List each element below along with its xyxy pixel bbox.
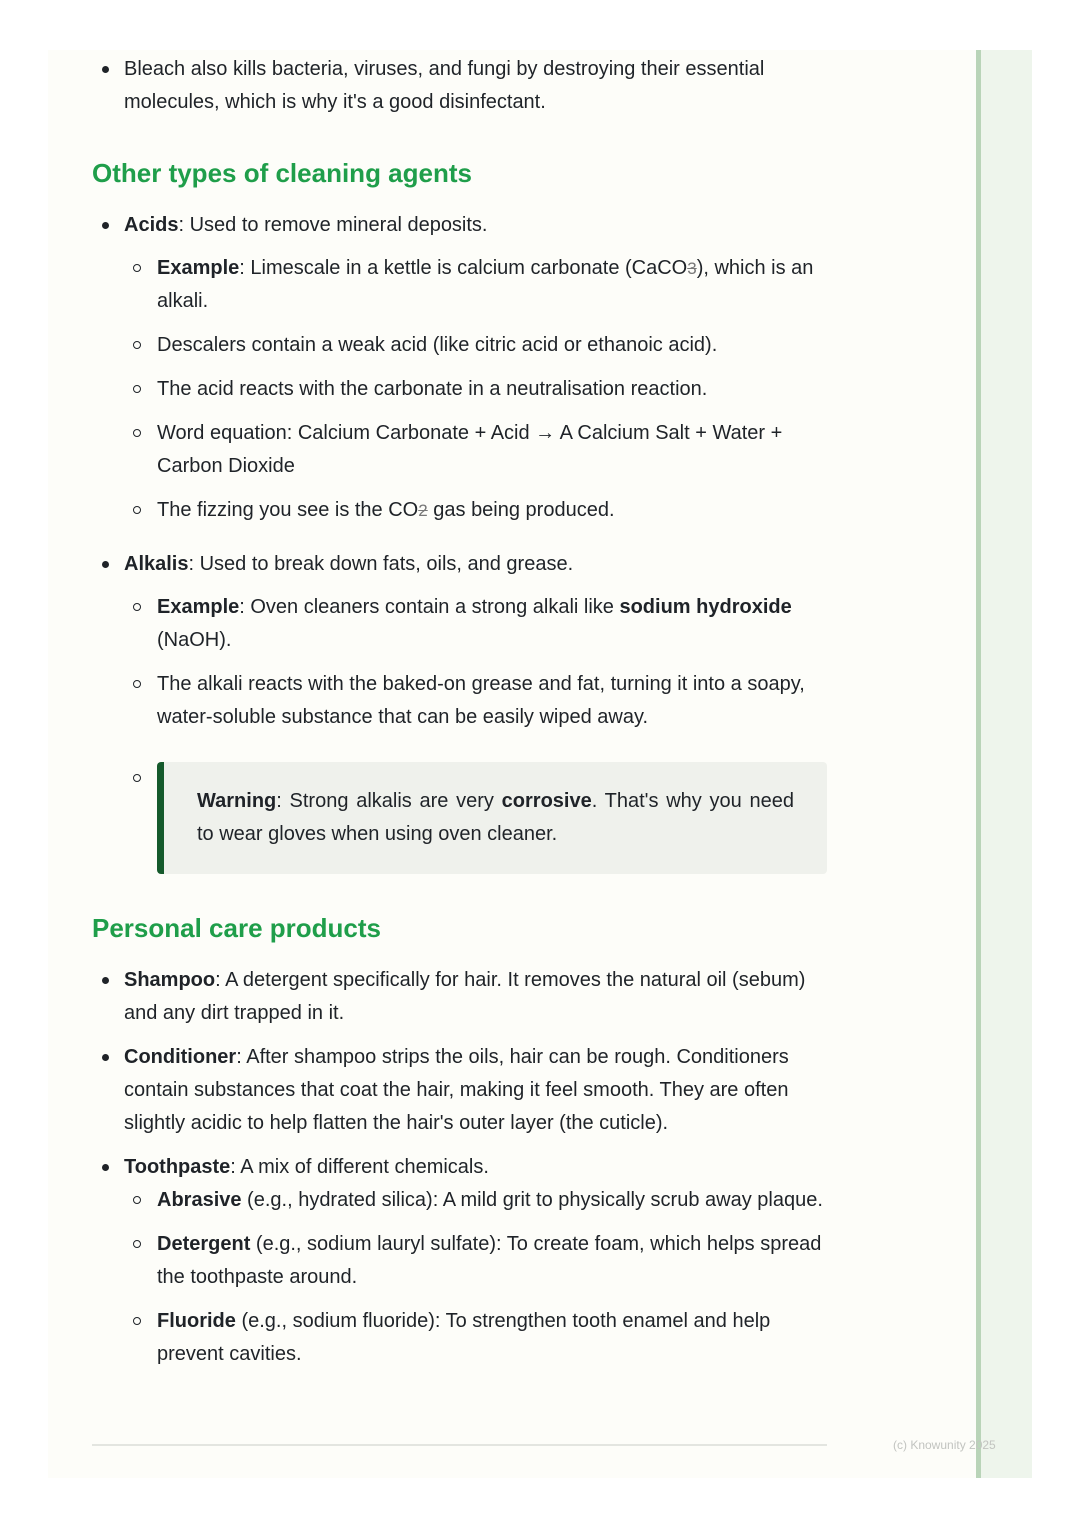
- abrasive-desc: (e.g., hydrated silica): A mild grit to physically scrub away plaque.: [241, 1189, 823, 1211]
- fluoride-term: Fluoride: [157, 1310, 236, 1332]
- shampoo-term: Shampoo: [124, 969, 216, 991]
- alkalis-desc: : Used to break down fats, oils, and grease.: [188, 553, 574, 575]
- sub-item-acid-example: [157, 252, 827, 318]
- list-item-toothpaste: [92, 1151, 827, 1371]
- toothpaste-term: Toothpaste: [124, 1156, 231, 1178]
- list-item-conditioner: [92, 1041, 827, 1140]
- sub-item-descalers: [157, 329, 827, 362]
- acid-reacts-text: The acid reacts with the carbonate in a neutralisation reaction.: [157, 378, 708, 400]
- sodium-hydroxide-bold: sodium hydroxide: [619, 596, 792, 618]
- example-term: Example: [157, 596, 240, 618]
- sub-item-fluoride: [157, 1305, 827, 1371]
- sub-item-fizzing: [157, 494, 827, 527]
- toothpaste-desc: : A mix of different chemicals.: [230, 1156, 489, 1178]
- example-text-end: ), which is an alkali.: [157, 257, 814, 312]
- toothpaste-sublist: [124, 1184, 827, 1371]
- word-equation-text: Word equation: Calcium Carbonate + Acid → A Calcium Salt + Water + Carbon Dioxide: [157, 422, 783, 477]
- descalers-text: Descalers contain a weak acid (like citric acid or ethanoic acid).: [157, 334, 718, 356]
- conditioner-term: Conditioner: [124, 1046, 237, 1068]
- sub-item-acid-reacts: [157, 373, 827, 406]
- abrasive-term: Abrasive: [157, 1189, 242, 1211]
- subscript-2: 2: [418, 501, 428, 520]
- alkali-reacts-text: The alkali reacts with the baked-on grease and fat, turning it into a soapy, water-soluble substance that can be easily wiped away.: [157, 673, 805, 728]
- fluoride-desc: (e.g., sodium fluoride): To strengthen tooth enamel and help prevent cavities.: [157, 1310, 771, 1365]
- alkalis-term: Alkalis: [124, 553, 189, 575]
- footer-divider: [92, 1444, 827, 1446]
- fizzing-text-end: gas being produced.: [427, 499, 615, 521]
- sub-item-warning: [157, 762, 827, 874]
- warning-text-end: . That's why you need to wear gloves when using oven cleaner.: [197, 790, 795, 845]
- acids-desc: : Used to remove mineral deposits.: [178, 214, 488, 236]
- acids-term: Acids: [124, 214, 179, 236]
- sub-item-detergent: [157, 1228, 827, 1294]
- conditioner-desc: : After shampoo strips the oils, hair can be rough. Conditioners contain substances that coat the hair, making it feel smooth. They are often slightly acidic to help flatten the hair's outer layer (the cuticle).: [124, 1046, 789, 1134]
- example-text-end: (NaOH).: [157, 629, 232, 651]
- cleaning-agents-list: [92, 209, 827, 874]
- bleach-text: Bleach also kills bacteria, viruses, and fungi by destroying their essential molecules, which is why it's a good disinfectant.: [124, 58, 765, 113]
- sub-item-abrasive: [157, 1184, 827, 1217]
- copyright-footer: (c) Knowunity 2025: [893, 1438, 996, 1452]
- warning-term: Warning: [197, 790, 277, 812]
- acids-sublist: [124, 252, 827, 527]
- detergent-term: Detergent: [157, 1233, 251, 1255]
- subscript-3: 3: [687, 259, 697, 278]
- heading-cleaning-agents: Other types of cleaning agents: [92, 158, 472, 188]
- warning-callout: [157, 762, 827, 874]
- sub-item-alkali-reacts: [157, 668, 827, 734]
- sub-item-alkali-example: [157, 591, 827, 657]
- alkalis-sublist: [124, 591, 827, 874]
- list-item-bleach: [92, 53, 827, 119]
- shampoo-desc: : A detergent specifically for hair. It removes the natural oil (sebum) and any dirt trapped in it.: [124, 969, 806, 1024]
- example-text: : Limescale in a kettle is calcium carbonate (CaCO: [239, 257, 688, 279]
- sub-item-word-equation: [157, 417, 827, 483]
- example-text: : Oven cleaners contain a strong alkali like: [239, 596, 620, 618]
- document-content: [92, 50, 827, 1371]
- detergent-desc: (e.g., sodium lauryl sulfate): To create foam, which helps spread the toothpaste around.: [157, 1233, 822, 1288]
- example-term: Example: [157, 257, 240, 279]
- intro-list: [92, 53, 827, 119]
- fizzing-text: The fizzing you see is the CO: [157, 499, 419, 521]
- heading-personal-care: Personal care products: [92, 913, 381, 943]
- side-panel: [976, 50, 1032, 1478]
- warning-text: : Strong alkalis are very: [276, 790, 502, 812]
- list-item-acids: [92, 209, 827, 527]
- list-item-alkalis: [92, 548, 827, 874]
- personal-care-list: [92, 964, 827, 1371]
- list-item-shampoo: [92, 964, 827, 1030]
- corrosive-bold: corrosive: [501, 790, 592, 812]
